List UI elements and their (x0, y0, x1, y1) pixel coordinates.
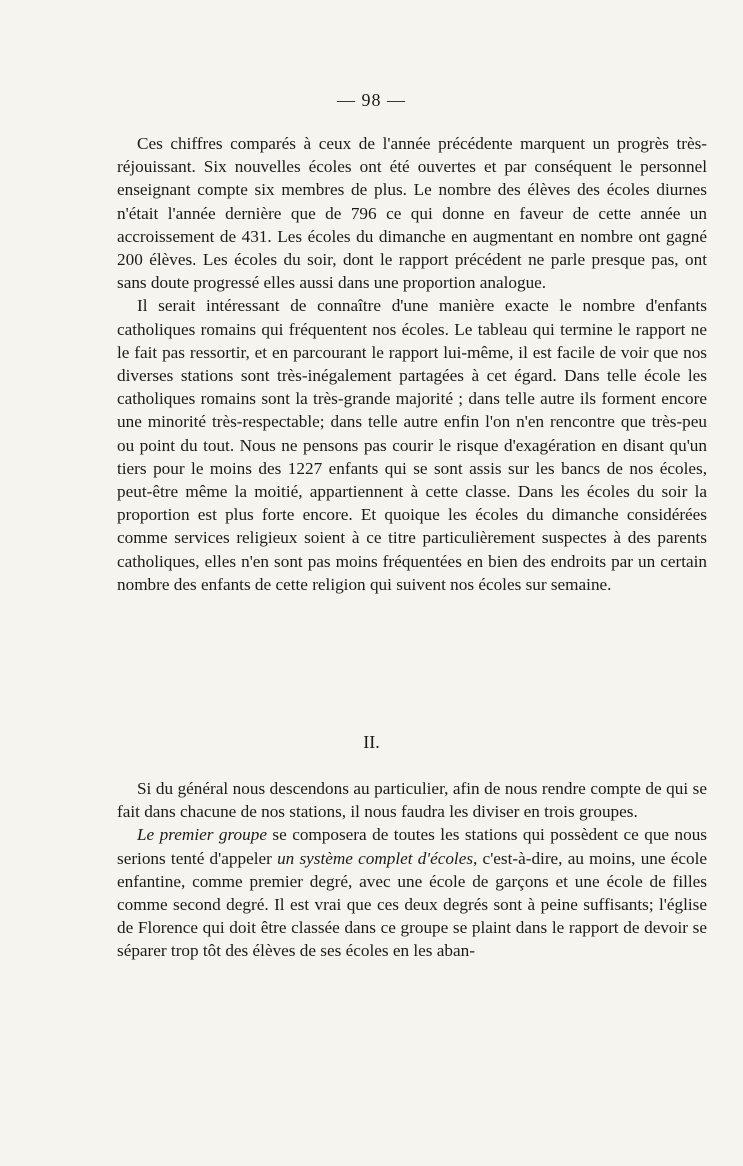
paragraph-progress: Ces chiffres comparés à ceux de l'année précédente marquent un progrès très-réjouissant. Six nouvelles écoles ont été ouvertes et par conséquent le personnel enseignant compte six membres de plus. Le nombre des élèves des écoles diurnes n'était l'année dernière que de 796 ce qui donne en faveur de cette année un accroissement de 431. Les écoles du dimanche en augmentant en nombre ont gagné 200 élèves. Les écoles du soir, dont le rapport précédent ne parle presque pas, ont sans doute progressé elles aussi dans une proportion analogue. (117, 134, 707, 293)
section-2-body (117, 777, 707, 963)
first-group-text-1: se composera de toutes les stations qui possèdent ce que nous serions tenté d'appeler (117, 825, 707, 868)
complete-system-phrase: un système complet d'écoles (277, 848, 474, 868)
paragraph-first-group (117, 823, 707, 962)
section-1-body (117, 132, 707, 596)
paragraph-three-groups: Si du général nous descendons au particulier, afin de nous rendre compte de qui se fait dans chacune de nos stations, il nous faudra les diviser en trois groupes. (117, 779, 707, 822)
section-heading: II. (363, 732, 380, 752)
first-group-text-2: , c'est-à-dire, au moins, une école enfantine, comme premier degré, avec une école de garçons et une école de filles comme second degré. Il est vrai que ces deux degrés sont à peine suffisants; l'église de Florence qui doit être classée dans ce groupe se plaint dans le rapport de devoir se séparer trop tôt des élèves de ses écoles en les aban- (117, 848, 708, 961)
paragraph-catholic-children: Il serait intéressant de connaître d'une manière exacte le nombre d'enfants catholiques romains qui fréquentent nos écoles. Le tableau qui termine le rapport ne le fait pas ressortir, et en parcourant le rapport lui-même, il est facile de voir que nos diverses stations sont très-inégalement partagées à cet égard. Dans telle école les catholiques romains sont la très-grande majorité ; dans telle autre ils forment encore une minorité très-respectable; dans telle autre enfin l'on n'en rencontre que très-peu ou point du tout. Nous ne pensons pas courir le risque d'exagération en disant qu'un tiers pour le moins des 1227 enfants qui se sont assis sur les bancs de nos écoles, peut-être même la moitié, appartiennent à cette classe. Dans les écoles du soir la proportion est plus forte encore. Et quoique les écoles du dimanche considérées comme services religieux soient à ce titre particulièrement suspectes à des parents catholiques, elles n'en sont pas moins fréquentées en bien des endroits par un certain nombre des enfants de cette religion qui suivent nos écoles sur semaine. (117, 296, 707, 594)
page-number: — 98 — (337, 90, 406, 110)
first-group-label: Le premier groupe (137, 825, 267, 845)
